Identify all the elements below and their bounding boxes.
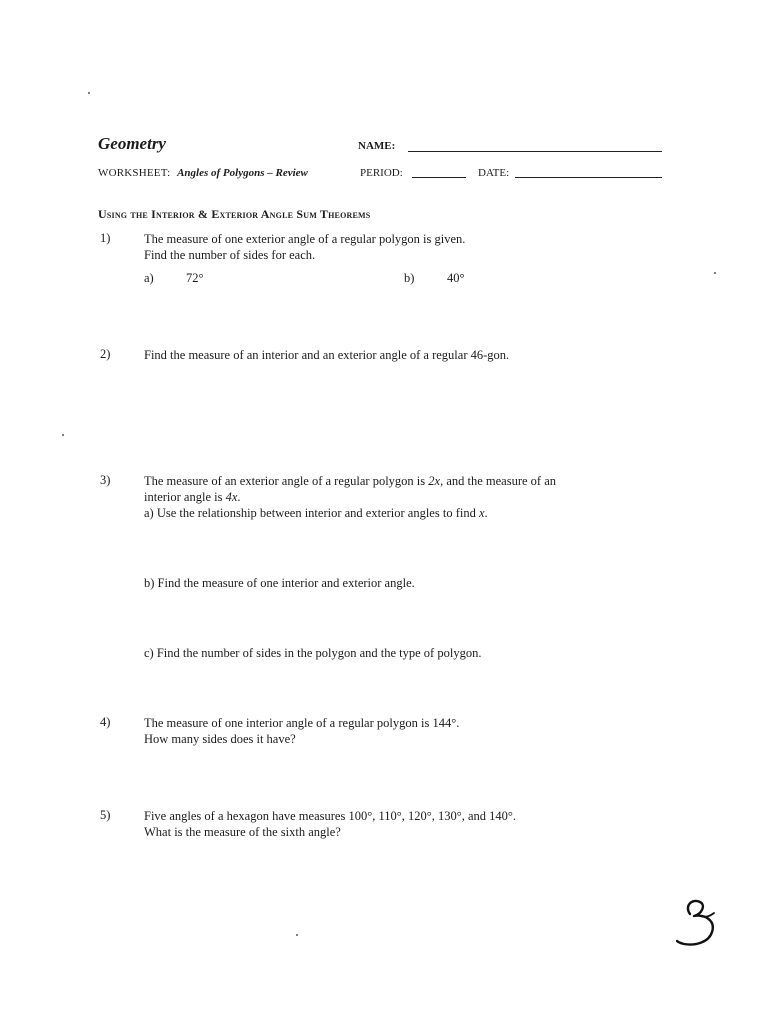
question-3-line-1-start: The measure of an exterior angle of a regular polygon is xyxy=(144,474,429,488)
question-5-text xyxy=(144,808,516,840)
scan-speck xyxy=(62,434,64,436)
question-3a-text xyxy=(144,505,556,521)
question-3-variable-2x: 2x xyxy=(428,474,441,488)
period-blank-line xyxy=(412,177,466,178)
question-3b-text: b) Find the measure of one interior and exterior angle. xyxy=(144,576,415,590)
question-2-text: Find the measure of an interior and an exterior angle of a regular 46-gon. xyxy=(144,348,510,362)
scan-speck xyxy=(296,934,298,936)
date-blank-line xyxy=(515,177,662,178)
question-1-line-1: The measure of one exterior angle of a regular polygon is given. xyxy=(144,232,466,246)
name-label: NAME: xyxy=(358,140,396,152)
question-1b-value: 40° xyxy=(447,271,465,285)
question-3-line-2-end: . xyxy=(237,490,241,504)
question-5-number: 5) xyxy=(100,808,111,822)
question-3a-end: . xyxy=(484,506,488,520)
question-3a-start: a) Use the relationship between interior and exterior angles to find xyxy=(144,506,479,520)
question-3-line-2-start: interior angle is xyxy=(144,490,226,504)
scan-speck xyxy=(714,272,716,274)
question-3a-variable-x: x xyxy=(478,506,485,520)
question-3-line-1 xyxy=(144,473,556,489)
question-1-number: 1) xyxy=(100,231,111,245)
question-3-line-1-end: , and the measure of an xyxy=(440,474,557,488)
subject-title: Geometry xyxy=(98,134,166,153)
question-1a-label: a) xyxy=(144,271,154,285)
handwritten-page-number xyxy=(676,892,728,956)
question-4-text xyxy=(144,715,459,747)
scan-speck xyxy=(88,92,90,94)
question-3-text xyxy=(144,473,556,521)
worksheet-title-row xyxy=(98,167,308,179)
worksheet-topic: Angles of Polygons – Review xyxy=(177,167,308,179)
question-3-variable-4x: 4x xyxy=(225,490,238,504)
question-4-line-1: The measure of one interior angle of a regular polygon is 144°. xyxy=(144,716,460,730)
question-4-line-2: How many sides does it have? xyxy=(144,732,296,746)
section-heading: Using the Interior & Exterior Angle Sum Theorems xyxy=(98,207,371,221)
question-4-number: 4) xyxy=(100,715,111,729)
question-1b-label: b) xyxy=(404,271,415,285)
question-1-text xyxy=(144,231,465,263)
name-blank-line xyxy=(408,151,662,152)
question-1a-value: 72° xyxy=(186,271,204,285)
question-2-number: 2) xyxy=(100,347,111,361)
question-5-line-2: What is the measure of the sixth angle? xyxy=(144,825,341,839)
date-label: DATE: xyxy=(478,167,510,179)
period-label: PERIOD: xyxy=(360,167,403,179)
question-3-number: 3) xyxy=(100,473,111,487)
question-5-line-1: Five angles of a hexagon have measures 100°, 110°, 120°, 130°, and 140°. xyxy=(144,809,517,823)
question-1-line-2: Find the number of sides for each. xyxy=(144,248,316,262)
question-3c-text: c) Find the number of sides in the polygon and the type of polygon. xyxy=(144,646,482,660)
worksheet-label: WORKSHEET: xyxy=(98,167,171,179)
question-3-line-2 xyxy=(144,489,556,505)
